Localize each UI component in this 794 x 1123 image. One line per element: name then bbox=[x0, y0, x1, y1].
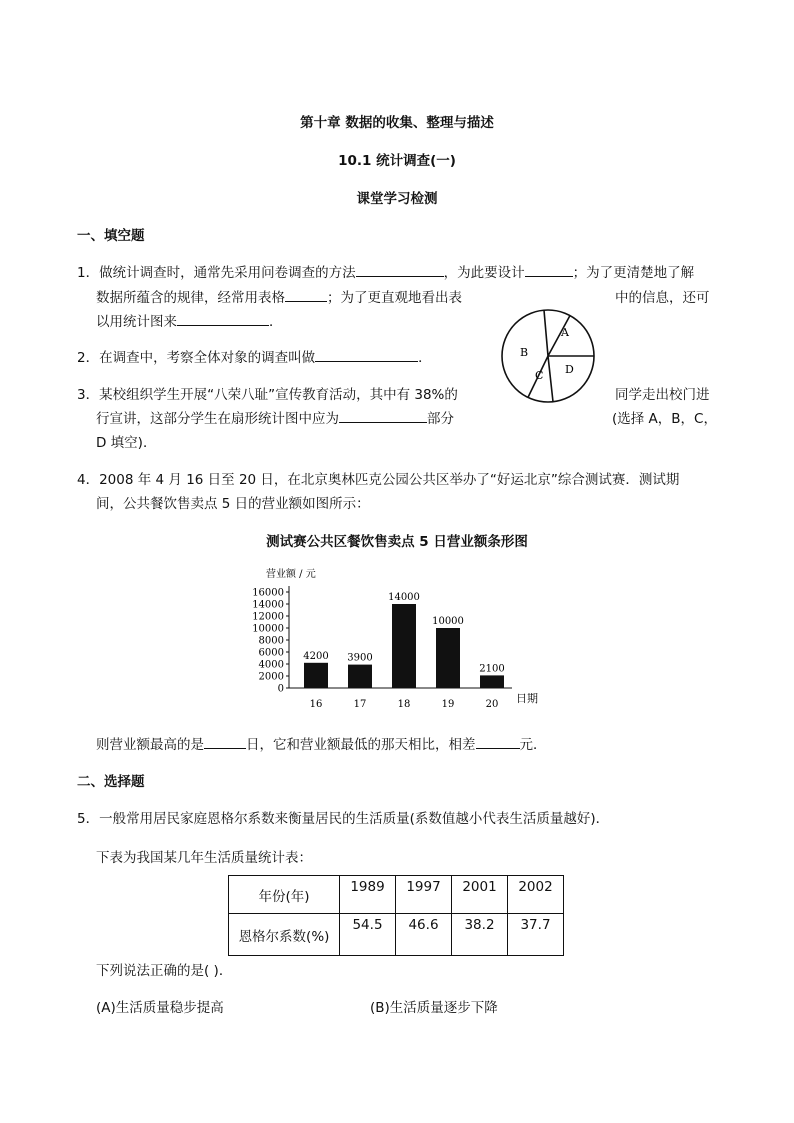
y-tick-label: 0 bbox=[277, 683, 284, 695]
question-text: ；为了更清楚地了解 bbox=[572, 265, 695, 281]
answer-blank[interactable] bbox=[339, 408, 427, 423]
question-number: 2． bbox=[77, 350, 100, 366]
question-text: ． bbox=[418, 350, 432, 366]
question-1-line-1 bbox=[77, 261, 694, 281]
table-cell: 2001 bbox=[452, 876, 508, 914]
answer-blank[interactable] bbox=[356, 262, 444, 277]
question-3-line-2-end: (选择 A，B，C， bbox=[612, 411, 717, 427]
answer-blank[interactable] bbox=[177, 311, 269, 326]
y-axis-label: 营业额 / 元 bbox=[266, 569, 316, 580]
table-cell: 54.5 bbox=[340, 914, 396, 956]
pie-label-c: C bbox=[535, 369, 544, 382]
bar-value-label: 3900 bbox=[347, 652, 373, 664]
table-cell: 46.6 bbox=[396, 914, 452, 956]
question-3-line-1 bbox=[77, 383, 458, 403]
x-tick-label: 19 bbox=[441, 699, 455, 710]
question-text: 一般常用居民家庭恩格尔系数来衡量居民的生活质量(系数值越小代表生活质量越好)． bbox=[99, 811, 610, 827]
y-tick-label: 6000 bbox=[258, 647, 284, 659]
question-2 bbox=[77, 346, 432, 366]
question-text: ，为此要设计 bbox=[443, 265, 525, 281]
question-text: 某校组织学生开展“八荣八耻”宣传教育活动，其中有 38%的 bbox=[99, 387, 458, 403]
question-5-prompt: 下列说法正确的是( )． bbox=[96, 963, 233, 979]
question-text: ． bbox=[269, 314, 283, 330]
table-header-coefficient: 恩格尔系数(%) bbox=[229, 914, 340, 956]
question-4-line-2: 间，公共餐饮售卖点 5 日的营业额如图所示： bbox=[96, 496, 370, 512]
pie-label-b: B bbox=[520, 346, 529, 359]
table-header-year: 年份(年) bbox=[229, 876, 340, 914]
chapter-title: 第十章 数据的收集、整理与描述 bbox=[300, 115, 494, 131]
question-1-line-2 bbox=[96, 286, 462, 306]
x-tick-label: 20 bbox=[485, 699, 499, 710]
answer-blank[interactable] bbox=[315, 347, 418, 362]
engel-coefficient-table bbox=[228, 875, 564, 956]
y-tick-label: 16000 bbox=[252, 587, 284, 599]
question-text: 数据所蕴含的规律，经常用表格 bbox=[96, 290, 285, 306]
answer-blank[interactable] bbox=[476, 734, 520, 749]
part2-heading: 二、选择题 bbox=[77, 774, 145, 790]
question-number: 3． bbox=[77, 387, 100, 403]
bar-20 bbox=[480, 675, 504, 688]
y-tick-label: 10000 bbox=[252, 623, 284, 635]
question-1-line-2-end: 中的信息，还可 bbox=[615, 290, 710, 306]
question-4-answer-line bbox=[96, 733, 547, 753]
y-tick-label: 14000 bbox=[252, 599, 284, 611]
question-text: 元． bbox=[519, 737, 547, 753]
bar-value-label: 14000 bbox=[388, 592, 420, 603]
question-text: 行宣讲，这部分学生在扇形统计图中应为 bbox=[96, 411, 339, 427]
question-5-intro: 下表为我国某几年生活质量统计表： bbox=[96, 850, 312, 866]
answer-blank[interactable] bbox=[285, 287, 327, 302]
y-tick-label: 2000 bbox=[258, 671, 284, 683]
question-3-line-1-end: 同学走出校门进 bbox=[615, 387, 710, 403]
question-text: 部分 bbox=[427, 411, 454, 427]
question-number: 1． bbox=[77, 265, 100, 281]
bar-18 bbox=[392, 604, 416, 688]
question-text: ；为了更直观地看出表 bbox=[327, 290, 462, 306]
y-tick-label: 12000 bbox=[252, 611, 284, 623]
question-4-line-1 bbox=[77, 468, 679, 488]
y-tick-label: 4000 bbox=[258, 659, 284, 671]
question-number: 5． bbox=[77, 811, 100, 827]
x-tick-label: 17 bbox=[353, 699, 367, 710]
question-text: 以用统计图来 bbox=[96, 314, 177, 330]
question-text: 则营业额最高的是 bbox=[96, 737, 204, 753]
question-1-line-3 bbox=[96, 310, 283, 330]
question-3-line-2 bbox=[96, 407, 454, 427]
pie-chart-figure bbox=[498, 306, 598, 406]
question-number: 4． bbox=[77, 472, 100, 488]
table-cell: 2002 bbox=[508, 876, 564, 914]
section-subtitle: 课堂学习检测 bbox=[356, 191, 438, 207]
table-cell: 1989 bbox=[340, 876, 396, 914]
bar-19 bbox=[436, 628, 460, 688]
question-text: 日，它和营业额最低的那天相比，相差 bbox=[246, 737, 476, 753]
question-3-line-3: D 填空)． bbox=[96, 435, 157, 451]
question-text: 2008 年 4 月 16 日至 20 日，在北京奥林匹克公园公共区举办了“好运北京”综合测试赛．测试期 bbox=[99, 472, 680, 488]
pie-label-d: D bbox=[565, 363, 574, 376]
question-text: 在调查中，考察全体对象的调查叫做 bbox=[99, 350, 316, 366]
bar-16 bbox=[304, 663, 328, 688]
option-b[interactable]: (B)生活质量逐步下降 bbox=[370, 1000, 498, 1016]
y-tick-label: 8000 bbox=[258, 635, 284, 647]
question-5 bbox=[77, 807, 609, 827]
x-axis-label: 日期 bbox=[516, 692, 538, 705]
x-tick-label: 16 bbox=[309, 699, 323, 710]
bar-value-label: 2100 bbox=[479, 663, 505, 675]
table-row bbox=[229, 876, 564, 914]
x-tick-label: 18 bbox=[397, 699, 411, 710]
table-row bbox=[229, 914, 564, 956]
table-cell: 37.7 bbox=[508, 914, 564, 956]
table-cell: 1997 bbox=[396, 876, 452, 914]
question-text: 做统计调查时，通常先采用问卷调查的方法 bbox=[99, 265, 356, 281]
chart-title: 测试赛公共区餐饮售卖点 5 日营业额条形图 bbox=[266, 534, 528, 550]
bar-17 bbox=[348, 665, 372, 688]
answer-blank[interactable] bbox=[204, 734, 246, 749]
bar-chart bbox=[240, 560, 560, 720]
table-cell: 38.2 bbox=[452, 914, 508, 956]
bar-value-label: 4200 bbox=[303, 650, 329, 662]
bar-value-label: 10000 bbox=[432, 616, 464, 627]
answer-blank[interactable] bbox=[525, 262, 573, 277]
section-title: 10.1 统计调查(一) bbox=[338, 153, 456, 169]
option-a[interactable]: (A)生活质量稳步提高 bbox=[96, 1000, 224, 1016]
pie-label-a: A bbox=[561, 326, 569, 339]
part1-heading: 一、填空题 bbox=[77, 228, 145, 244]
